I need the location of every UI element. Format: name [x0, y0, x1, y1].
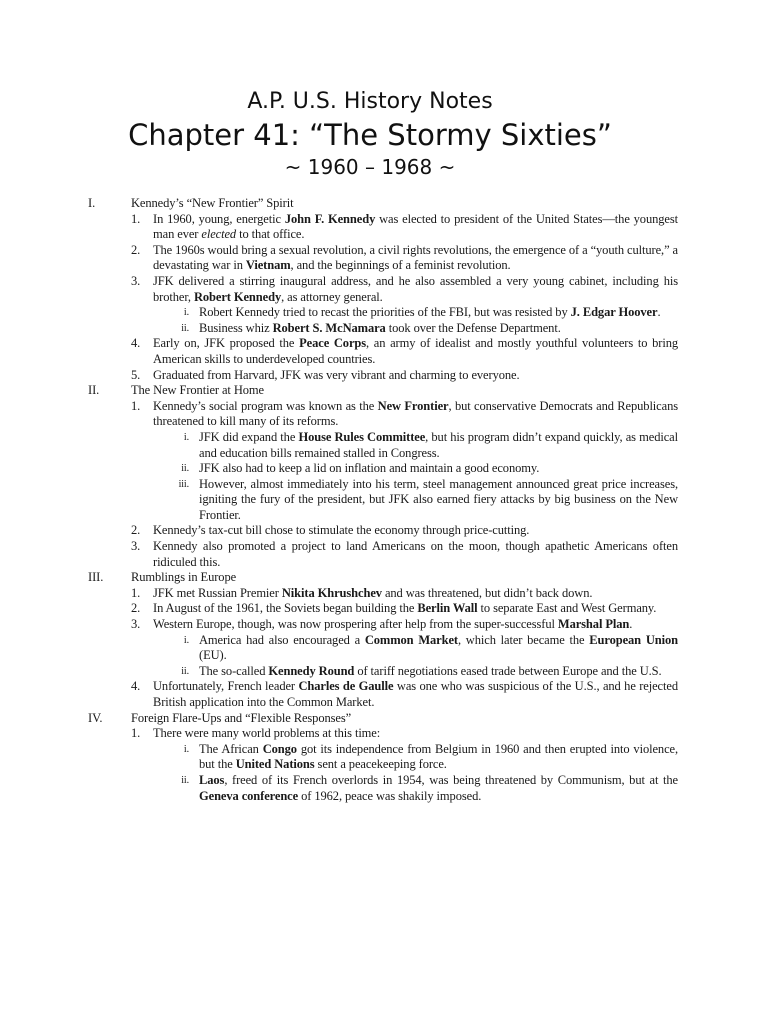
bold-term: European Union — [589, 632, 678, 647]
item-number: 3. — [131, 539, 141, 554]
text-run: . — [657, 305, 661, 320]
sub-item-number: iii. — [178, 478, 189, 490]
sub-list-item — [0, 633, 678, 664]
course-title: A.P. U.S. History Notes — [247, 89, 493, 114]
text-run: (EU). — [199, 648, 227, 663]
chapter-title: Chapter 41: “The Stormy Sixties” — [128, 118, 612, 152]
text-run: Robert Kennedy tried to recast the priorities of the FBI, but was resisted by — [199, 305, 571, 320]
sub-item-number: ii. — [181, 665, 189, 677]
bold-term: Berlin Wall — [417, 601, 478, 616]
item-number: 2. — [131, 601, 141, 616]
section-heading — [0, 383, 678, 399]
text-run: There were many world problems at this time: — [153, 726, 381, 741]
text-run: was one who was suspicious of the U.S., and he rejected British application into the Common Market. — [153, 679, 678, 709]
bold-term: Laos — [199, 772, 225, 787]
item-number: 3. — [131, 617, 141, 632]
list-item — [0, 617, 678, 633]
list-item — [0, 679, 678, 710]
bold-term: Kennedy Round — [268, 663, 355, 678]
sub-item-number: ii. — [181, 322, 189, 334]
item-number: 1. — [131, 211, 141, 226]
bold-term: Vietnam — [245, 258, 291, 273]
text-run: of 1962, peace was shakily imposed. — [298, 788, 482, 803]
text-run: , but his program didn’t expand quickly, as medical and education bills remained stalled in Congress. — [199, 429, 678, 460]
text-run: to that office. — [236, 227, 305, 242]
sub-list-item — [0, 477, 678, 524]
text-run: Kennedy’s social program was known as the — [153, 398, 378, 413]
section-number: I. — [88, 196, 96, 210]
text-run: to separate East and West Germany. — [477, 601, 657, 616]
text-run: . — [629, 617, 633, 632]
bold-term: John F. Kennedy — [284, 211, 376, 226]
bold-term: New Frontier — [377, 398, 449, 413]
text-run: , but conservative Democrats and Republicans threatened to kill many of its reforms. — [153, 398, 678, 429]
item-number: 2. — [131, 523, 141, 538]
text-run: of tariff negotiations eased trade between Europe and the U.S. — [354, 663, 662, 678]
sub-item-number: i. — [183, 743, 189, 755]
text-run: The so-called — [199, 663, 269, 678]
section-number: IV. — [88, 710, 103, 725]
section-number: II. — [88, 383, 100, 398]
text-run: , and the beginnings of a feminist revolution. — [290, 258, 511, 273]
text-run: got its independence from Belgium in 1960 and then erupted into violence, but the — [199, 741, 678, 772]
text-run: Kennedy’s tax-cut bill chose to stimulate the economy through price-cutting. — [153, 523, 530, 538]
bold-term: Robert S. McNamara — [272, 320, 386, 335]
bold-term: Peace Corps — [299, 336, 367, 351]
list-item — [0, 586, 678, 602]
text-run: , as attorney general. — [281, 289, 383, 304]
bold-term: Nikita Khrushchev — [281, 585, 382, 600]
list-item — [0, 243, 678, 274]
text-run: , freed of its French overlords in 1954, was being threatened by Communism, but at the — [224, 772, 678, 787]
sub-list-item — [0, 305, 678, 321]
list-item — [0, 601, 678, 617]
text-run: America had also encouraged a — [199, 632, 365, 647]
sub-item-number: ii. — [181, 463, 189, 475]
item-number: 1. — [131, 585, 141, 600]
item-number: 4. — [131, 336, 141, 351]
text-run: , an army of idealist and mostly youthful volunteers to bring American skills to underdeveloped countries. — [153, 336, 678, 366]
text-run: took over the Defense Department. — [385, 320, 561, 335]
text-run: However, almost immediately into his term, steel management announced great price increases, igniting the fury of the president, but JFK also earned fiery attacks by big business on the New Frontier. — [199, 476, 678, 522]
section-number: III. — [88, 570, 104, 585]
bold-term: Marshal Plan — [557, 617, 630, 632]
text-run: The 1960s would bring a sexual revolution, a civil rights revolutions, the emergence of a “youth culture,” a devastating war in — [153, 242, 678, 273]
text-run: and was threatened, but didn’t back down. — [381, 585, 593, 600]
text-run: Business whiz — [199, 320, 273, 335]
sub-list-item — [0, 430, 678, 461]
sub-list-item — [0, 742, 678, 773]
bold-term: House Rules Committee — [298, 429, 426, 444]
sub-item-number: ii. — [181, 774, 189, 786]
text-run: , which later became the — [457, 632, 590, 647]
bold-term: Charles de Gaulle — [298, 679, 394, 694]
bold-term: Geneva conference — [199, 788, 299, 803]
text-run: Unfortunately, French leader — [153, 679, 299, 694]
text-run: The African — [199, 741, 263, 756]
list-item — [0, 539, 678, 570]
list-item — [0, 274, 678, 305]
list-item — [0, 399, 678, 430]
text-run: was elected to president of the United States—the youngest man ever — [153, 211, 678, 242]
text-run: Early on, JFK proposed the — [153, 336, 300, 351]
bold-term: United Nations — [235, 757, 315, 772]
sub-list-item — [0, 773, 678, 804]
sub-item-number: i. — [183, 431, 189, 443]
text-run: Kennedy also promoted a project to land Americans on the moon, though apathetic Americans often ridiculed this. — [153, 539, 678, 569]
text-run: Graduated from Harvard, JFK was very vibrant and charming to everyone. — [153, 367, 520, 382]
bold-term: Common Market — [364, 632, 458, 647]
section-title: The New Frontier at Home — [131, 383, 264, 398]
text-run: In August of the 1961, the Soviets began building the — [153, 601, 418, 616]
text-run: JFK did expand the — [199, 429, 299, 444]
item-number: 3. — [131, 273, 141, 288]
section-title: Kennedy’s “New Frontier” Spirit — [131, 196, 294, 210]
item-number: 1. — [131, 398, 141, 413]
italic-term: elected — [201, 227, 237, 242]
bold-term: Congo — [262, 741, 297, 756]
sub-list-item — [0, 461, 678, 477]
text-run: In 1960, young, energetic — [153, 211, 285, 226]
item-number: 2. — [131, 242, 141, 257]
text-run: sent a peacekeeping force. — [314, 757, 447, 772]
section-title: Foreign Flare-Ups and “Flexible Responses” — [131, 710, 352, 725]
sub-list-item — [0, 664, 678, 680]
sub-item-number: i. — [183, 307, 189, 319]
section-heading — [0, 196, 678, 212]
bold-term: Robert Kennedy — [193, 289, 282, 304]
list-item — [0, 726, 678, 742]
item-number: 4. — [131, 679, 141, 694]
text-run: JFK also had to keep a lid on inflation and maintain a good economy. — [199, 461, 540, 476]
list-item — [0, 523, 678, 539]
text-run: Western Europe, though, was now prospering after help from the super-successful — [153, 617, 558, 632]
date-range: ~ 1960 – 1968 ~ — [284, 155, 456, 179]
section-heading — [0, 570, 678, 586]
bold-term: J. Edgar Hoover — [570, 305, 658, 320]
notes-outline — [0, 196, 768, 804]
sub-list-item — [0, 321, 678, 337]
text-run: JFK met Russian Premier — [153, 585, 282, 600]
sub-item-number: i. — [183, 634, 189, 646]
section-title: Rumblings in Europe — [131, 570, 237, 585]
list-item — [0, 212, 678, 243]
list-item — [0, 336, 678, 367]
list-item — [0, 368, 678, 384]
section-heading — [0, 711, 678, 727]
item-number: 5. — [131, 367, 141, 382]
text-run: JFK delivered a stirring inaugural address, and he also assembled a very young cabinet, including his brother, — [153, 273, 678, 304]
item-number: 1. — [131, 726, 141, 741]
